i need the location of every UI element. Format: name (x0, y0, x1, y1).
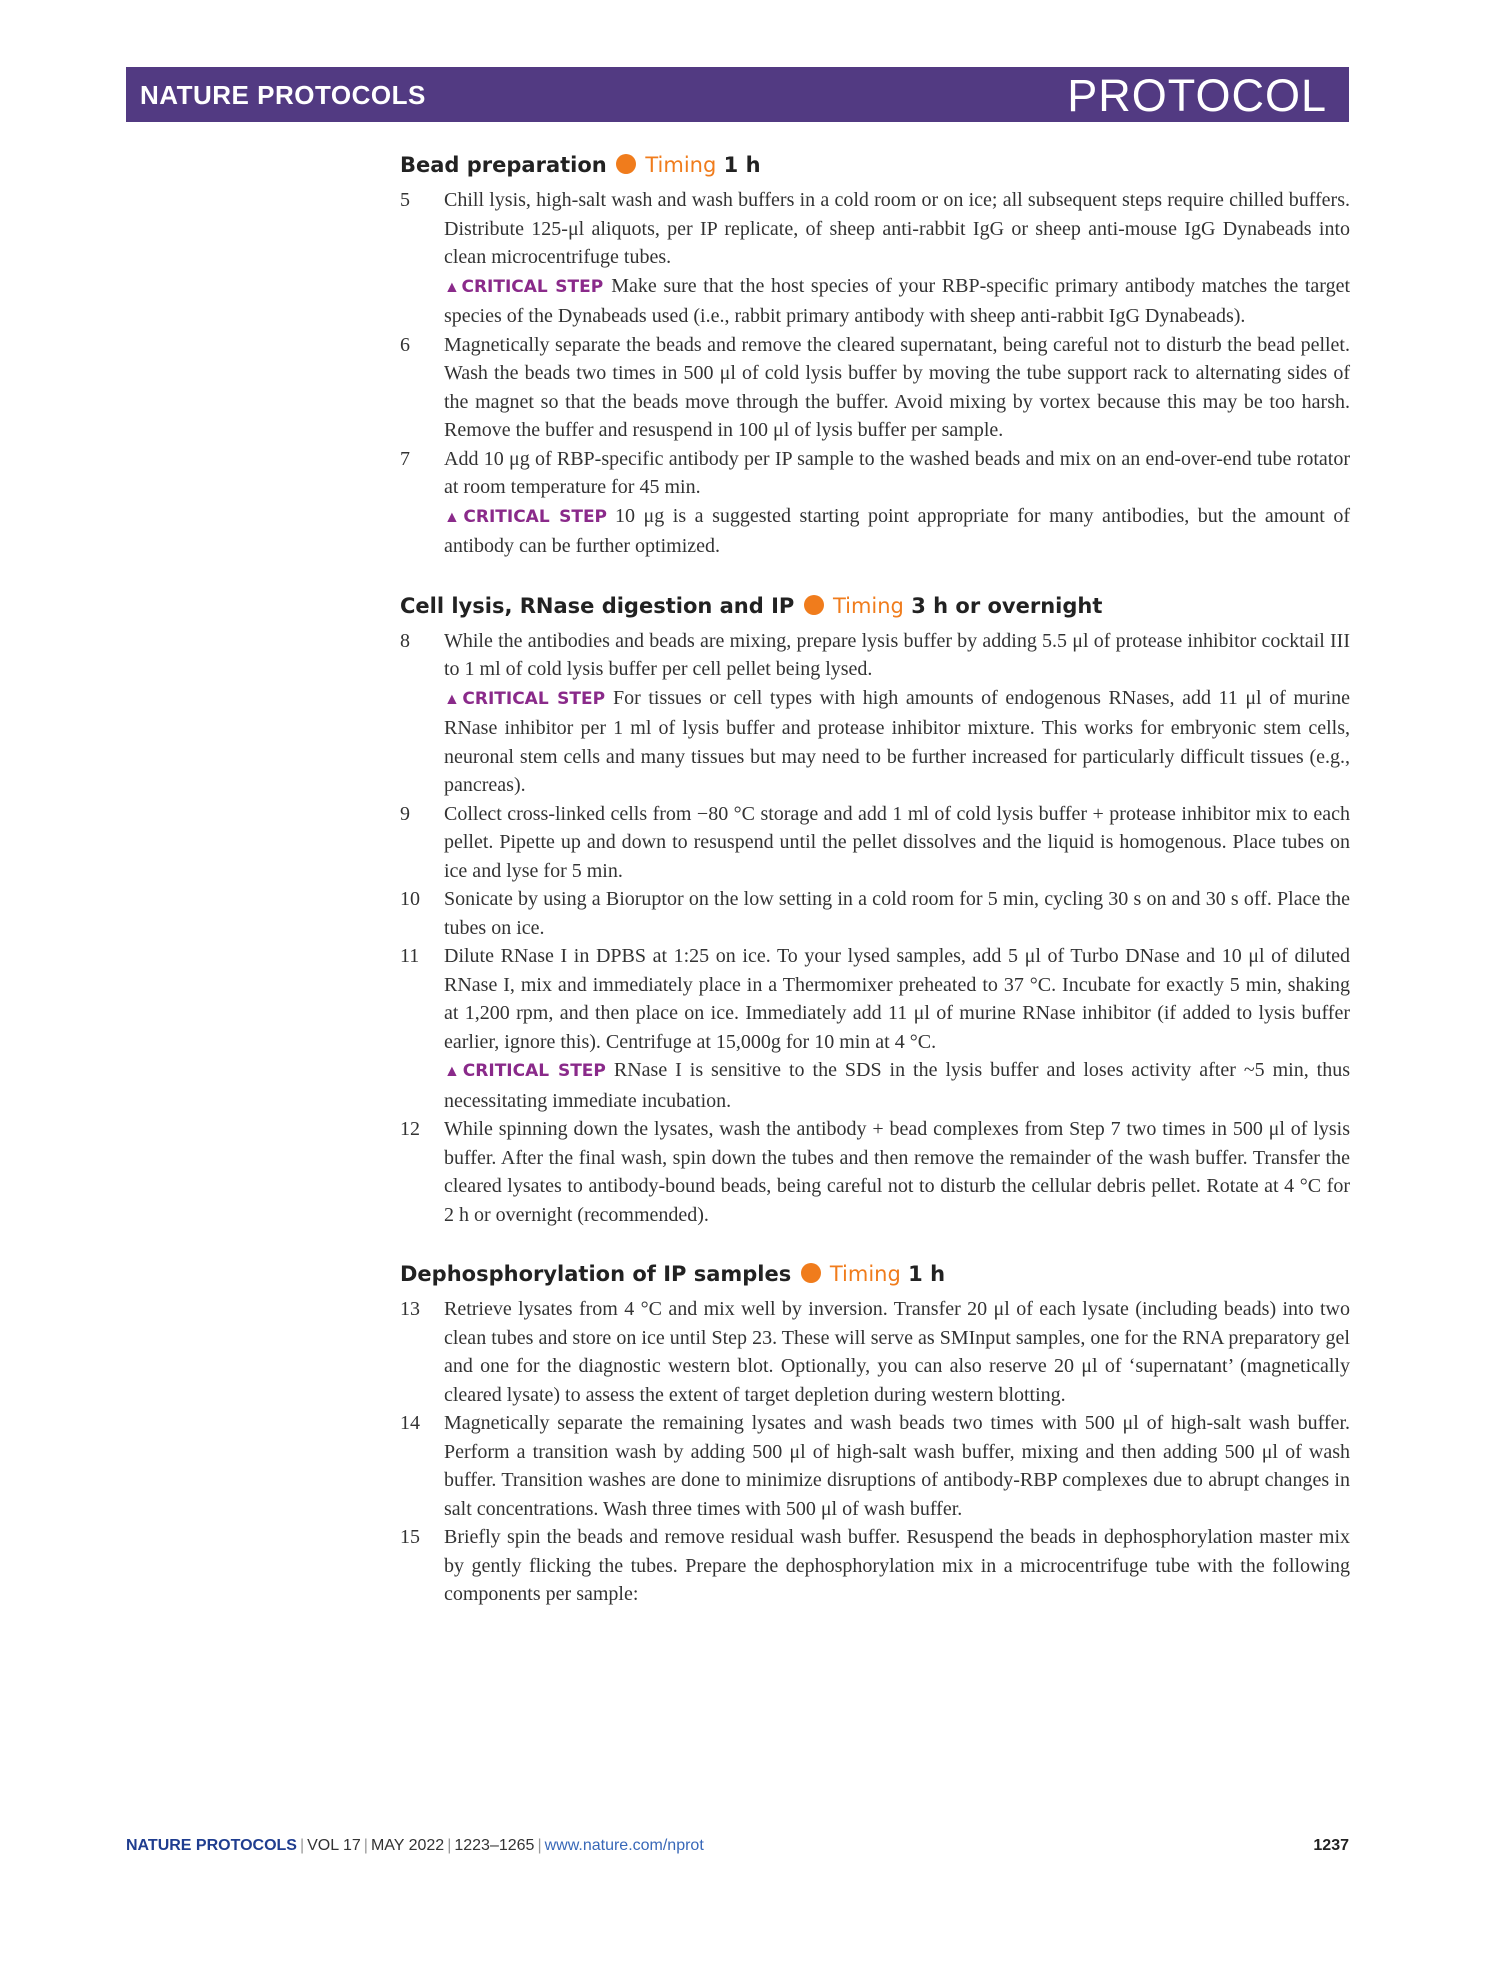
paragraph-text: Magnetically separate the beads and remove the cleared supernatant, being careful not to disturb the bead pellet. Wash the beads two times in 500 μl of cold lysis buffer by moving the tube support rack to alternating sides of the magnet so that the beads move through the buffer. Avoid mixing by vortex because this may be too harsh. Remove the buffer and resuspend in 100 μl of lysis buffer per sample. (444, 333, 1350, 441)
header-article-type: PROTOCOL (1067, 70, 1327, 121)
paragraph-text: While spinning down the lysates, wash the antibody + bead complexes from Step 7 two times in 500 μl of lysis buffer. After the final wash, spin down the tubes and then remove the remainder of the wash buffer. Transfer the cleared lysates to antibody-bound beads, being careful not to disturb the cellular debris pellet. Rotate at 4 °C for 2 h or overnight (recommended). (444, 1118, 1350, 1226)
critical-step-note (444, 684, 1350, 800)
paragraph-text: Briefly spin the beads and remove residual wash buffer. Resuspend the beads in dephosphorylation master mix by gently flicking the tubes. Prepare the dephosphorylation mix in a microcentrifuge tube with the following components per sample: (444, 1526, 1350, 1605)
footer-date: MAY 2022 (370, 1837, 445, 1854)
step-number: 5 (400, 189, 410, 211)
warning-triangle-icon: ▲ (444, 278, 462, 296)
footer-url-link[interactable]: www.nature.com/nprot (544, 1837, 704, 1854)
article-body (400, 150, 1350, 1639)
procedure-step (400, 885, 1350, 942)
section-heading (400, 591, 1350, 621)
step-text (444, 1115, 1350, 1229)
critical-step-note (444, 502, 1350, 561)
paragraph-text: 10 μg is a suggested starting point appropriate for many antibodies, but the amount of antibody can be further optimized. (444, 504, 1350, 557)
timing-value: 3 h or overnight (911, 593, 1103, 618)
paragraph-text: Dilute RNase I in DPBS at 1:25 on ice. To your lysed samples, add 5 μl of Turbo DNase and 10 μl of diluted RNase I, mix and immediately place in a Thermomixer preheated to 37 °C. Incubate for exactly 5 min, shaking at 1,200 rpm, and then place on ice. Immediately add 11 μl of murine RNase inhibitor (if added to lysis buffer earlier, ignore this). Centrifuge at 15,000g for 10 min at 4 °C. (444, 945, 1350, 1053)
procedure-section (400, 150, 1350, 561)
timing-value: 1 h (908, 1262, 946, 1286)
step-number: 10 (400, 888, 420, 910)
section-heading (400, 150, 1350, 180)
header-journal-name: NATURE PROTOCOLS (140, 80, 426, 110)
step-number: 15 (400, 1526, 420, 1548)
paragraph-text: For tissues or cell types with high amounts of endogenous RNases, add 11 μl of murine RNase inhibitor per 1 ml of lysis buffer and protease inhibitor mixture. This works for embryonic stem cells, neuronal stem cells and many tissues but may need to be further increased for particularly difficult tissues (e.g., pancreas). (444, 686, 1351, 796)
procedure-step (400, 1523, 1350, 1609)
procedure-step (400, 1409, 1350, 1523)
step-text (444, 445, 1350, 502)
section-title: Bead preparation (400, 153, 607, 177)
warning-triangle-icon: ▲ (444, 1063, 463, 1080)
procedure-step (400, 942, 1350, 1115)
timing-dot-icon (804, 595, 824, 615)
procedure-section (400, 591, 1350, 1230)
paragraph-text: Add 10 μg of RBP-specific antibody per IP sample to the washed beads and mix on an end-over-end tube rotator at room temperature for 45 min. (444, 447, 1350, 498)
timing-dot-icon (616, 154, 636, 174)
section-heading (400, 1259, 1350, 1289)
procedure-step (400, 1295, 1350, 1409)
step-number: 14 (400, 1412, 420, 1434)
step-text (444, 186, 1350, 272)
footer-pages: 1223–1265 (454, 1837, 535, 1854)
critical-step-note (444, 272, 1350, 331)
paragraph-text: Chill lysis, high-salt wash and wash buffers in a cold room or on ice; all subsequent steps require chilled buffers. Distribute 125-μl aliquots, per IP replicate, of sheep anti-rabbit IgG or sheep anti-mouse IgG Dynabeads into clean microcentrifuge tubes. (444, 189, 1350, 268)
step-number: 8 (400, 629, 410, 652)
step-text (444, 800, 1350, 886)
step-text (444, 1523, 1350, 1609)
paragraph-text: While the antibodies and beads are mixing, prepare lysis buffer by adding 5.5 μl of protease inhibitor cocktail III to 1 ml of cold lysis buffer per cell pellet being lysed. (444, 629, 1350, 680)
procedure-step (400, 331, 1350, 445)
warning-triangle-icon: ▲ (444, 508, 464, 526)
footer-volume: VOL 17 (307, 1837, 361, 1854)
step-number: 13 (400, 1298, 420, 1320)
paragraph-text: RNase I is sensitive to the SDS in the lysis buffer and loses activity after ~5 min, thus necessitating immediate incubation. (444, 1059, 1351, 1112)
timing-label: Timing (832, 593, 904, 618)
procedure-step (400, 627, 1350, 800)
procedure-step (400, 1115, 1350, 1229)
procedure-step (400, 186, 1350, 331)
journal-header-bar (126, 67, 1349, 122)
procedure-step (400, 800, 1350, 886)
paragraph-text: Magnetically separate the remaining lysates and wash beads two times with 500 μl of high-salt wash buffer. Perform a transition wash by adding 500 μl of high-salt wash buffer, mixing and then adding 500 μl of wash buffer. Transition washes are done to minimize disruptions of antibody-RBP complexes due to abrupt changes in salt concentrations. Wash three times with 500 μl of wash buffer. (444, 1412, 1350, 1520)
critical-step-note (444, 1056, 1350, 1115)
warning-triangle-icon: ▲ (444, 690, 463, 708)
timing-value: 1 h (723, 153, 761, 177)
footer-journal: NATURE PROTOCOLS (126, 1837, 297, 1854)
paragraph-text: Retrieve lysates from 4 °C and mix well by inversion. Transfer 20 μl of each lysate (including beads) into two clean tubes and store on ice until Step 23. These will serve as SMInput samples, one for the RNA preparatory gel and one for the diagnostic western blot. Optionally, you can also reserve 20 μl of ‘supernatant’ (magnetically cleared lysate) to assess the extent of target depletion during western blotting. (444, 1298, 1350, 1406)
paragraph-text: Make sure that the host species of your RBP-specific primary antibody matches the target species of the Dynabeads used (i.e., rabbit primary antibody with sheep anti-rabbit IgG Dynabeads). (444, 274, 1351, 327)
paragraph-text: Collect cross-linked cells from −80 °C storage and add 1 ml of cold lysis buffer + protease inhibitor mix to each pellet. Pipette up and down to resuspend until the pellet dissolves and the liquid is homogenous. Place tubes on ice and lyse for 5 min. (444, 802, 1350, 882)
critical-step-label: CRITICAL STEP (463, 506, 608, 527)
critical-step-label: CRITICAL STEP (462, 1061, 606, 1081)
procedure-step (400, 445, 1350, 561)
step-text (444, 942, 1350, 1056)
step-number: 9 (400, 802, 410, 825)
timing-label: Timing (645, 153, 717, 177)
timing-label: Timing (829, 1262, 901, 1286)
step-number: 12 (400, 1118, 420, 1140)
step-text (444, 885, 1350, 942)
step-text (444, 331, 1350, 445)
critical-step-label: CRITICAL STEP (461, 276, 604, 297)
step-text (444, 1295, 1350, 1409)
section-title: Cell lysis, RNase digestion and IP (400, 593, 795, 618)
step-number: 6 (400, 333, 410, 356)
paragraph-text: Sonicate by using a Bioruptor on the low setting in a cold room for 5 min, cycling 30 s on and 30 s off. Place the tubes on ice. (444, 888, 1350, 939)
procedure-section (400, 1259, 1350, 1609)
step-text (444, 627, 1350, 684)
critical-step-label: CRITICAL STEP (462, 688, 606, 709)
section-title: Dephosphorylation of IP samples (400, 1262, 792, 1286)
step-number: 11 (400, 945, 420, 967)
step-number: 7 (400, 447, 410, 470)
page-number: 1237 (1313, 1837, 1349, 1854)
page-footer: NATURE PROTOCOLS | VOL 17 | MAY 2022 | 1223–1265 | www.nature.com/nprot 1237 (126, 1837, 1349, 1854)
timing-dot-icon (801, 1263, 821, 1283)
step-text (444, 1409, 1350, 1523)
